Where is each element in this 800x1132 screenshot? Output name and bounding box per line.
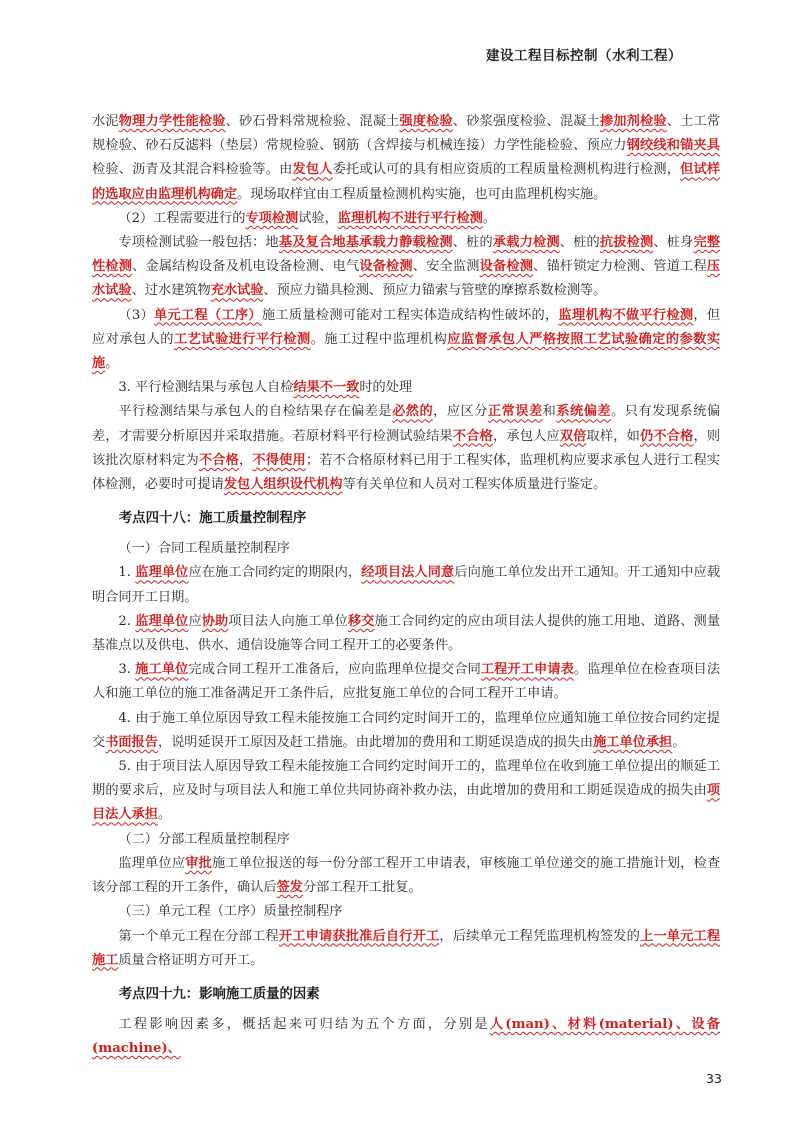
highlighted-term: 物理力学性能检验: [118, 114, 226, 129]
highlighted-term: 强度检验: [399, 114, 453, 129]
highlighted-term: 书面报告: [105, 734, 158, 750]
text-run: 、砂浆强度检验、混凝土: [452, 114, 600, 129]
highlighted-term: 仍不合格: [640, 428, 694, 444]
section-heading: 考点四十八：施工质量控制程序: [118, 511, 307, 527]
body-paragraph: [92, 828, 720, 852]
highlighted-term: 经项目法人同意: [361, 565, 455, 581]
highlighted-term: 监理机构不进行平行检测: [337, 210, 483, 226]
text-run: 专项检测试验一般包括：地: [118, 235, 279, 251]
highlighted-term: 发包人: [292, 162, 333, 178]
body-paragraph: [92, 207, 720, 231]
text-run: ；若不合格原材料已用于工程实体，监理机构应要求承包人进行工程实体检测，必要时可提请: [92, 452, 721, 493]
highlighted-term: 双倍: [559, 428, 587, 444]
highlighted-term: 承载力检测: [492, 235, 560, 251]
text-run: 4. 由于施工单位原因导致工程未能按施工合同约定时间开工的，监理单位应通知施工单位按合同约定提交: [92, 710, 720, 750]
text-run: 完成合同工程开工准备后，应向监理单位提交合同: [188, 662, 481, 678]
highlighted-term: 完整性检测: [92, 235, 721, 275]
highlighted-term: 压水试验: [92, 259, 721, 299]
highlighted-term: 审批: [185, 855, 213, 871]
text-run: （2）工程需要进行的: [118, 210, 246, 226]
text-run: 监理单位应: [118, 855, 186, 871]
body-paragraph: [92, 231, 720, 304]
text-run: 质量合格证明方可开工。: [118, 952, 264, 968]
text-run: 施工合同约定的应由项目法人提供的施工用地、道路、测量基准点以及供电、供水、通信设施等合同工程开工的必要条件。: [92, 613, 721, 654]
text-run: 、土工常规检验、砂石反滤料（垫层）常规检验、钢筋（含焊接与机械连接）力学性能检验、预应力: [92, 114, 721, 154]
highlighted-term: 工艺试验进行平行检测: [173, 331, 311, 347]
text-run: 、金属结构设备及机电设备检测、电气: [132, 259, 360, 275]
body-paragraph: [92, 561, 720, 609]
highlighted-term: 系统偏差: [556, 404, 612, 420]
highlighted-term: 人(man)、材料(material)、设备(machine)、: [92, 1016, 720, 1057]
body-paragraph: [92, 400, 720, 497]
highlighted-term: 基及复合地基承载力静载检测: [278, 235, 453, 251]
section-heading: 考点四十九：影响施工质量的因素: [118, 986, 320, 1002]
highlighted-term: 工程开工申请表: [480, 662, 574, 678]
text-run: 检验、沥青及其混合料检验等。由: [92, 162, 293, 178]
text-run: 应在施工合同约定的期限内，: [188, 565, 362, 581]
text-run: （三）单元工程（工序）质量控制程序: [118, 904, 343, 920]
text-run: 1.: [118, 565, 136, 581]
highlighted-term: 上一单元工程施工: [92, 928, 721, 968]
highlighted-term: 监理单位: [135, 613, 189, 629]
highlighted-term: 设备检测: [359, 259, 413, 275]
text-run: 。现场取样宜由工程质量检测机构实施，也可由监理机构实施。: [237, 186, 607, 202]
body-paragraph: [92, 1013, 720, 1061]
highlighted-term: 必然的: [392, 404, 434, 420]
text-run: 试验，: [298, 210, 338, 226]
highlighted-term: 单元工程（工序）: [154, 307, 262, 323]
body-paragraph: [92, 610, 720, 658]
text-run: （一）合同工程质量控制程序: [118, 541, 290, 557]
highlighted-term: 充水试验: [210, 283, 264, 299]
text-run: （3）: [118, 307, 155, 323]
text-run: ，: [239, 452, 253, 468]
body-paragraph: [92, 304, 720, 377]
text-run: 、安全监测: [412, 259, 480, 275]
body-paragraph: [92, 110, 720, 207]
highlighted-term: 施工单位承担: [593, 734, 673, 750]
text-run: 水泥: [92, 114, 119, 129]
highlighted-term: 正常误差: [487, 404, 543, 420]
text-run: 平行检测结果与承包人的自检结果存在偏差是: [118, 404, 393, 420]
page-body: [92, 110, 720, 1061]
text-run: 工程影响因素多，概括起来可归结为五个方面，分别是: [118, 1016, 490, 1032]
text-run: 取样，如: [586, 428, 641, 444]
text-run: 2.: [118, 613, 136, 629]
text-run: 施工质量检测可能对工程实体造成结构性破坏的，: [261, 307, 559, 323]
running-header: 建设工程目标控制（水利工程）: [486, 48, 682, 64]
highlighted-term: 项目法人承担: [92, 783, 720, 823]
text-run: 、桩的: [559, 235, 600, 251]
text-run: ，后续单元工程凭监理机构签发的: [439, 928, 640, 944]
highlighted-term: 设备检测: [479, 259, 534, 275]
text-run: 分部工程开工批复。: [303, 880, 422, 896]
highlighted-term: 抗拔检测: [599, 235, 654, 251]
highlighted-term: 协助: [201, 613, 229, 629]
highlighted-term: 监理机构不做平行检测: [558, 307, 694, 323]
text-run: 时的处理: [359, 380, 413, 396]
highlighted-term: 不得使用: [252, 452, 306, 468]
body-paragraph: [92, 755, 720, 828]
text-run: 委托或认可的具有相应资质的工程质量检测机构进行检测，: [332, 162, 681, 178]
text-run: 。: [105, 356, 119, 372]
highlighted-term: 移交: [347, 613, 375, 629]
body-paragraph: [92, 900, 720, 924]
highlighted-term: 但试样的选取应由监理机构确定: [92, 162, 721, 202]
highlighted-term: 发包人组织设代机构: [223, 477, 343, 493]
text-run: ，说明延误开工原因及赶工措施。由此增加的费用和工期延误造成的损失由: [157, 734, 594, 750]
text-run: 3.: [118, 662, 136, 678]
body-paragraph: [92, 925, 720, 973]
highlighted-term: 专项检测: [245, 210, 299, 226]
text-run: ，则该批次原材料定为: [92, 428, 721, 468]
text-run: 应: [188, 613, 202, 629]
text-run: 。: [157, 807, 172, 823]
text-run: 。监理单位在检查项目法人和施工单位的施工准备满足开工条件后，应批复施工单位的合同工程开工申请。: [92, 662, 721, 702]
page-number: 33: [706, 1071, 722, 1086]
body-paragraph: [92, 537, 720, 561]
text-run: 等有关单位和人员对工程实体质量进行鉴定。: [342, 477, 607, 493]
text-run: ，承包人应: [492, 428, 560, 444]
highlighted-term: 不合格: [198, 452, 240, 468]
text-run: 、锚杆锁定力检测、管道工程: [533, 259, 707, 275]
highlighted-term: 掺加剂检验: [599, 114, 667, 129]
text-run: 。只有发现系统偏差，才需要分析原因并采取措施。若原材料平行检测试验结果: [92, 404, 721, 444]
highlighted-term: 钢绞线和锚夹具: [626, 138, 721, 154]
body-paragraph: [92, 658, 720, 706]
highlighted-term: 监理单位: [135, 565, 189, 581]
text-run: 、桩的: [452, 235, 493, 251]
highlighted-term: 结果不一致: [293, 380, 360, 396]
text-run: 施工单位报送的每一份分部工程开工申请表，审核施工单位递交的施工措施计划，检查该分部工程的开工条件，确认后: [92, 855, 721, 896]
text-run: （二）分部工程质量控制程序: [118, 831, 290, 847]
text-run: 5. 由于项目法人原因导致工程未能按施工合同约定时间开工的，监理单位在收到施工单位提出的顺延工期的要求后，应及时与项目法人和施工单位共同协商补救办法，由此增加的费用和工期延误造成的损失由: [92, 759, 720, 799]
text-run: 、预应力锚具检测、预应力锚索与管壁的摩擦系数检测等。: [263, 283, 607, 299]
text-run: 、桩身: [653, 235, 694, 251]
text-run: 、砂石骨料常规检验、混凝土: [225, 114, 400, 129]
highlighted-term: 不合格: [452, 428, 493, 444]
text-run: 。: [672, 734, 686, 750]
highlighted-term: 开工申请获批准后自行开工: [278, 928, 440, 944]
text-run: 3. 平行检测结果与承包人自检: [118, 380, 294, 396]
text-run: 、过水建筑物: [131, 283, 211, 299]
text-run: 。施工过程中监理机构: [310, 331, 448, 347]
text-run: 项目法人向施工单位: [228, 613, 348, 629]
body-paragraph: [92, 376, 720, 400]
body-paragraph: [92, 707, 720, 755]
text-run: 第一个单元工程在分部工程: [118, 928, 279, 944]
highlighted-term: 应监督承包人严格按照工艺试验确定的参数实施: [92, 331, 721, 372]
highlighted-term: 施工单位: [135, 662, 189, 678]
text-run: ，但应对承包人的: [92, 307, 721, 347]
text-run: 和: [542, 404, 557, 420]
text-run: 。: [482, 210, 497, 226]
text-run: 后向施工单位发出开工通知。开工通知中应载明合同开工日期。: [92, 565, 721, 605]
body-paragraph: [92, 852, 720, 900]
highlighted-term: 签发: [276, 880, 303, 896]
text-run: ，应区分: [433, 404, 488, 420]
